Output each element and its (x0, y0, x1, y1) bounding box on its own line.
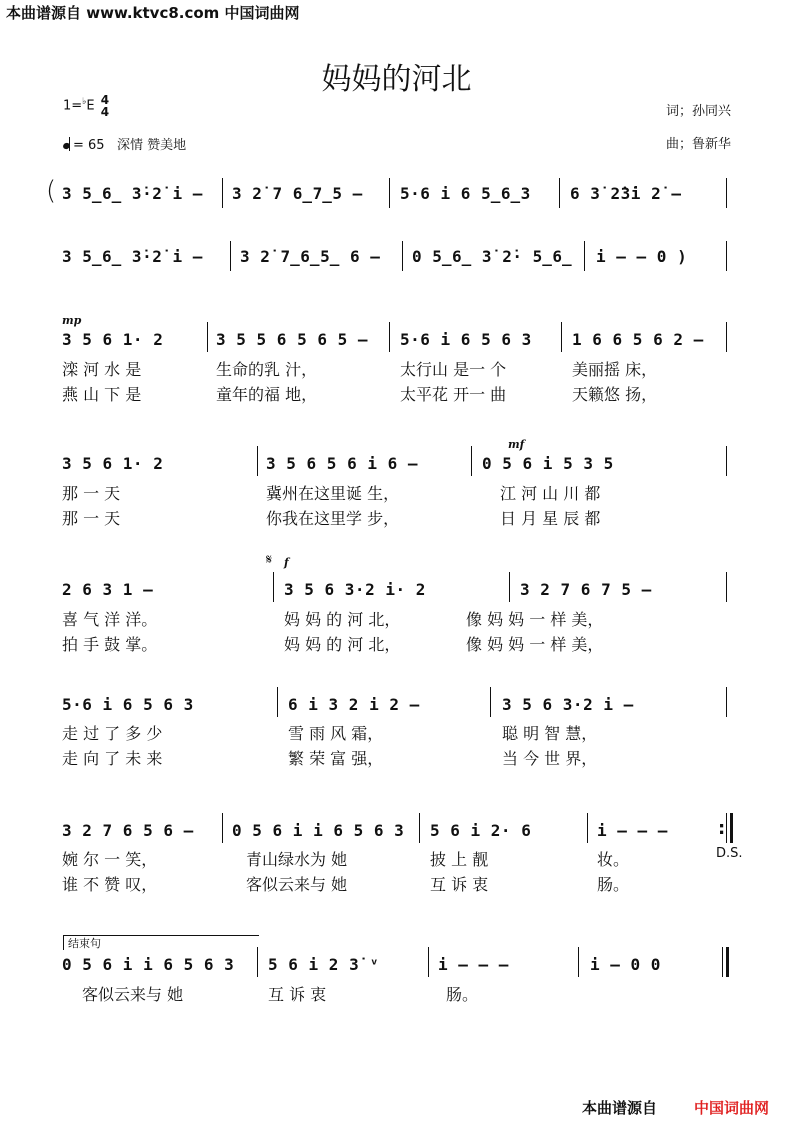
lyric-r3-v1-3: 太行山 是一 个 (400, 360, 507, 379)
lyric-r3-v2-4: 天籁悠 扬， (572, 385, 658, 404)
barline (402, 241, 403, 271)
barline (490, 687, 491, 717)
measure-r2-4: i – – 0 ) (596, 247, 688, 266)
lyricist-credit: 词；孙同兴 (665, 104, 731, 119)
lyric-r5-v2-2: 妈 妈 的 河 北， (284, 635, 401, 654)
measure-r5-3: 3 2 7 6 7 5 – (520, 580, 652, 599)
measure-r7-1: 3 2 7 6 5 6 – (62, 821, 194, 840)
barline (578, 947, 579, 977)
measure-r2-3: 0 5̲6̲ 3̇ 2̇· 5̲6̲ (412, 247, 573, 266)
lyric-r6-v1-3: 聪 明 智 慧， (502, 724, 598, 743)
barline (428, 947, 429, 977)
tempo-bpm: = 65 (73, 138, 105, 153)
measure-r8-1: 0 5 6 i i 6 5 6 3 (62, 955, 235, 974)
source-header: 本曲谱源自 www.ktvc8.com 中国词曲网 (6, 4, 300, 22)
lyric-r6-v1-1: 走 过 了 多 少 (62, 724, 163, 743)
lyric-r8-2: 互 诉 衷 (268, 985, 327, 1004)
lyric-r5-v1-1: 喜 气 洋 洋。 (62, 610, 158, 629)
barline (389, 178, 390, 208)
lyric-r4-v2-1: 那 一 天 (62, 509, 121, 528)
key-prefix: 1= (63, 98, 83, 114)
composer-credit: 曲；鲁新华 (665, 137, 731, 152)
lyric-r7-v1-1: 婉 尔 一 笑， (62, 850, 158, 869)
barline (559, 178, 560, 208)
barline (561, 322, 562, 352)
dynamic-mp: mp (62, 314, 82, 327)
lyric-r4-v1-2: 冀州在这里诞 生， (266, 484, 400, 503)
final-barline (730, 813, 733, 843)
lyric-r4-v1-3: 江 河 山 川 都 (500, 484, 601, 503)
barline (587, 813, 588, 843)
barline (471, 446, 472, 476)
measure-r7-2: 0 5 6 i i 6 5 6 3 (232, 821, 405, 840)
lyric-r5-v2-3: 像 妈 妈 一 样 美， (466, 635, 604, 654)
footer-site-name: 中国词曲网 (694, 1099, 770, 1117)
lyric-r4-v2-3: 日 月 星 辰 都 (500, 509, 601, 528)
lyric-r3-v1-2: 生命的乳 汁， (216, 360, 318, 379)
measure-r3-4: 1 6 6 5 6 2 – (572, 330, 704, 349)
barline (273, 572, 274, 602)
measure-r7-4: i – – – (597, 821, 668, 840)
barline (230, 241, 231, 271)
dynamic-mf: mf (508, 438, 525, 451)
time-bottom: 4 (100, 105, 110, 119)
measure-r3-2: 3 5 5 6 5 6 5 – (216, 330, 368, 349)
lyric-r3-v1-4: 美丽摇 床， (572, 360, 658, 379)
measure-r8-3: i – – – (438, 955, 509, 974)
lyric-r6-v2-1: 走 向 了 未 来 (62, 749, 163, 768)
lyric-r7-v2-2: 客似云来与 她 (246, 875, 348, 894)
barline (509, 572, 510, 602)
barline (726, 322, 727, 352)
lyric-r7-v2-1: 谁 不 赞 叹， (62, 875, 158, 894)
lyric-r8-1: 客似云来与 她 (82, 985, 184, 1004)
measure-r8-4: i – 0 0 (590, 955, 661, 974)
dal-segno-marking: D.S. (716, 846, 743, 861)
lyric-r8-3: 肠。 (446, 985, 479, 1004)
time-top: 4 (100, 93, 110, 107)
lyric-r6-v2-2: 繁 荣 富 强， (288, 749, 384, 768)
lyric-r3-v2-1: 燕 山 下 是 (62, 385, 142, 404)
footer-source-label: 本曲谱源自 (582, 1099, 658, 1117)
lyric-r4-v1-1: 那 一 天 (62, 484, 121, 503)
key-signature (63, 94, 109, 118)
lyric-r6-v1-2: 雪 雨 风 霜， (288, 724, 384, 743)
open-bracket: ( (46, 176, 57, 206)
tempo-marking (63, 134, 186, 153)
barline (722, 947, 723, 977)
barline (207, 322, 208, 352)
barline (257, 947, 258, 977)
lyric-r7-v2-3: 互 诉 衷 (430, 875, 489, 894)
measure-r4-3: 0 5 6 i 5 3 5 (482, 454, 614, 473)
barline (222, 178, 223, 208)
measure-r3-1: 3 5 6 1· 2 (62, 330, 164, 349)
measure-r5-1: 2 6 3 1 – (62, 580, 154, 599)
barline (726, 446, 727, 476)
time-signature (101, 94, 109, 118)
lyric-r3-v2-2: 童年的福 地， (216, 385, 318, 404)
measure-r1-1: 3 5̲6̲ 3̇·2̇ i – (62, 184, 203, 203)
measure-r2-1: 3 5̲6̲ 3̇·2̇ i – (62, 247, 203, 266)
barline (726, 572, 727, 602)
lyric-r5-v1-2: 妈 妈 的 河 北， (284, 610, 401, 629)
ending-label: 结束句 (68, 937, 101, 950)
lyric-r3-v2-3: 太平花 开一 曲 (400, 385, 507, 404)
dynamic-f: f (284, 556, 289, 569)
measure-r3-3: 5·6 i 6 5 6 3 (400, 330, 532, 349)
lyric-r6-v2-3: 当 今 世 界， (502, 749, 598, 768)
lyric-r7-v1-3: 披 上 靓 (430, 850, 489, 869)
final-barline (726, 947, 729, 977)
measure-r6-2: 6 i 3 2 i 2 – (288, 695, 420, 714)
tempo-expression: 深情 赞美地 (116, 138, 187, 153)
measure-r6-1: 5·6 i 6 5 6 3 (62, 695, 194, 714)
measure-r4-1: 3 5 6 1· 2 (62, 454, 164, 473)
segno-icon: 𝄋 (266, 552, 273, 568)
song-title: 妈妈的河北 (321, 62, 472, 97)
lyric-r7-v2-4: 肠。 (597, 875, 630, 894)
measure-r7-3: 5 6 i 2· 6 (430, 821, 532, 840)
measure-r1-2: 3 2̇ 7 6̲7̲5 – (232, 184, 363, 203)
key-note: E (86, 98, 95, 114)
repeat-dots: : (718, 818, 726, 839)
barline (389, 322, 390, 352)
lyric-r7-v1-4: 妆。 (597, 850, 630, 869)
barline (726, 687, 727, 717)
barline (419, 813, 420, 843)
barline (726, 178, 727, 208)
lyric-r5-v2-1: 拍 手 鼓 掌。 (62, 635, 158, 654)
key-flat: ♭ (82, 97, 87, 108)
measure-r6-3: 3 5 6 3·2 i – (502, 695, 634, 714)
barline (222, 813, 223, 843)
lyric-r5-v1-3: 像 妈 妈 一 样 美， (466, 610, 604, 629)
measure-r8-2: 5 6 i 2 3̇ ᵛ (268, 955, 380, 974)
barline (584, 241, 585, 271)
measure-r5-2: 3 5 6 3·2 i· 2 (284, 580, 426, 599)
lyric-r3-v1-1: 滦 河 水 是 (62, 360, 142, 379)
measure-r1-4: 6 3̇ 2̇3̇i 2̇ – (570, 184, 682, 203)
measure-r4-2: 3 5 6 5 6 i 6 – (266, 454, 418, 473)
measure-r2-2: 3 2̇ 7̲6̲5̲ 6 – (240, 247, 381, 266)
lyric-r4-v2-2: 你我在这里学 步， (266, 509, 400, 528)
barline (726, 813, 727, 843)
barline (277, 687, 278, 717)
barline (257, 446, 258, 476)
lyric-r7-v1-2: 青山绿水为 她 (246, 850, 348, 869)
barline (726, 241, 727, 271)
measure-r1-3: 5·6 i 6 5̲6̲3 (400, 184, 531, 203)
